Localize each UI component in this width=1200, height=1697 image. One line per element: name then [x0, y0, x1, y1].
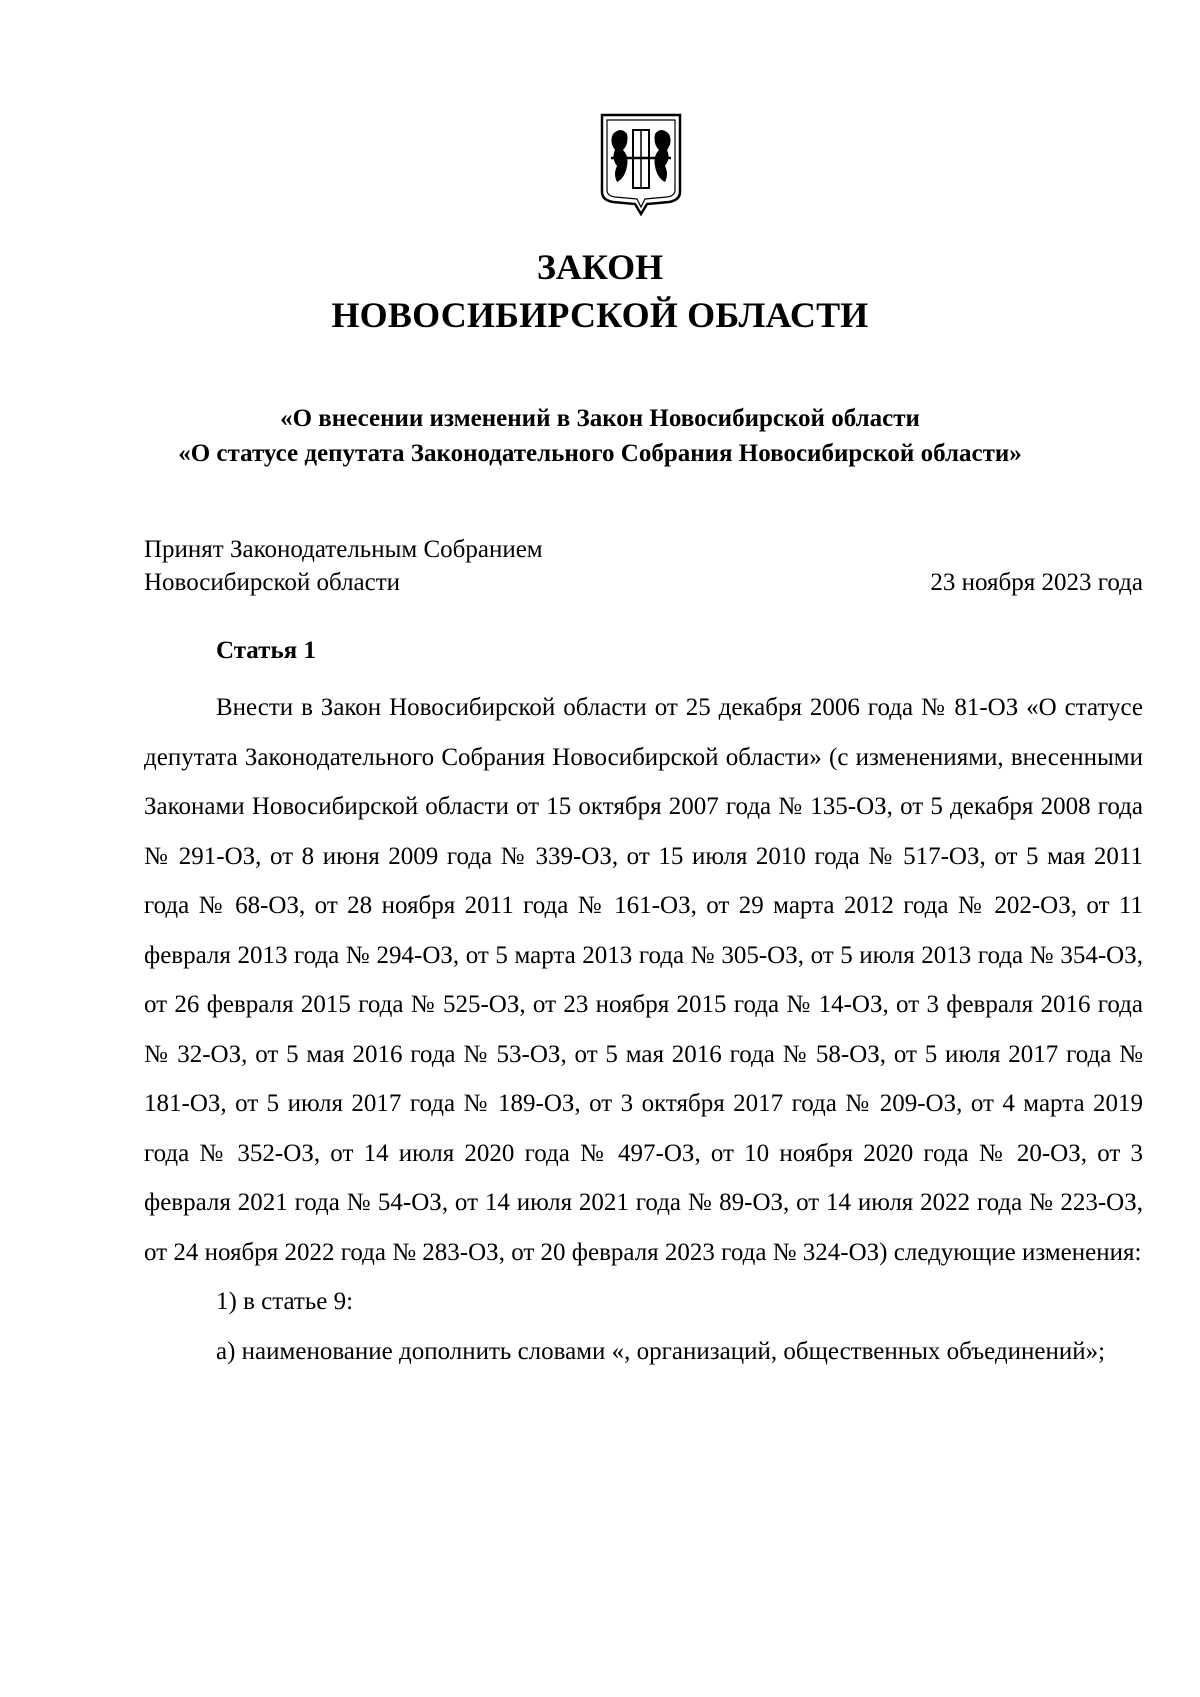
article-body — [144, 683, 1143, 1376]
article-subitem: а) наименование дополнить словами «, организаций, общественных объединений»; — [216, 1337, 1106, 1365]
law-subtitle-line2: «О статусе депутата Законодательного Собрания Новосибирской области» — [178, 440, 1022, 467]
adoption-date: 23 ноября 2023 года — [930, 569, 1143, 596]
article-item: 1) в статье 9: — [216, 1288, 354, 1315]
article-title: Статья 1 — [216, 637, 316, 664]
adoption-line2: Новосибирской области — [144, 569, 401, 596]
article-paragraph: Внести в Закон Новосибирской области от 25 декабря 2006 года № 81-ОЗ «О статусе депутата Законодательного Собрания Новосибирской области» (с изменениями, внесенными Законами Новосибирской области от 15 октября 2007 года № 135-ОЗ, от 5 декабря 2008 года № 291-ОЗ, от 8 июня 2009 года № 339-ОЗ, от 15 июля 2010 года № 517-ОЗ, от 5 мая 2011 года № 68-ОЗ, от 28 ноября 2011 года № 161-ОЗ, от 29 марта 2012 года № 202-ОЗ, от 11 февраля 2013 года № 294-ОЗ, от 5 марта 2013 года № 305-ОЗ, от 5 июля 2013 года № 354-ОЗ, от 26 февраля 2015 года № 525-ОЗ, от 23 ноября 2015 года № 14-ОЗ, от 3 февраля 2016 года № 32-ОЗ, от 5 мая 2016 года № 53-ОЗ, от 5 мая 2016 года № 58-ОЗ, от 5 июля 2017 года № 181-ОЗ, от 5 июля 2017 года № 189-ОЗ, от 3 октября 2017 года № 209-ОЗ, от 4 марта 2019 года № 352-ОЗ, от 14 июля 2020 года № 497-ОЗ, от 10 ноября 2020 года № 20-ОЗ, от 3 февраля 2021 года № 54-ОЗ, от 14 июля 2021 года № 89-ОЗ, от 14 июля 2022 года № 223-ОЗ, от 24 ноября 2022 года № 283-ОЗ, от 20 февраля 2023 года № 324-ОЗ) следующие изменения: — [144, 694, 1143, 1266]
document-title-line2: НОВОСИБИРСКОЙ ОБЛАСТИ — [331, 295, 869, 335]
adoption-line1: Принят Законодательным Собранием — [144, 536, 543, 563]
coat-of-arms-icon — [599, 112, 683, 216]
law-subtitle-line1: «О внесении изменений в Закон Новосибирской области — [280, 405, 920, 432]
document-title-line1: ЗАКОН — [536, 247, 664, 287]
